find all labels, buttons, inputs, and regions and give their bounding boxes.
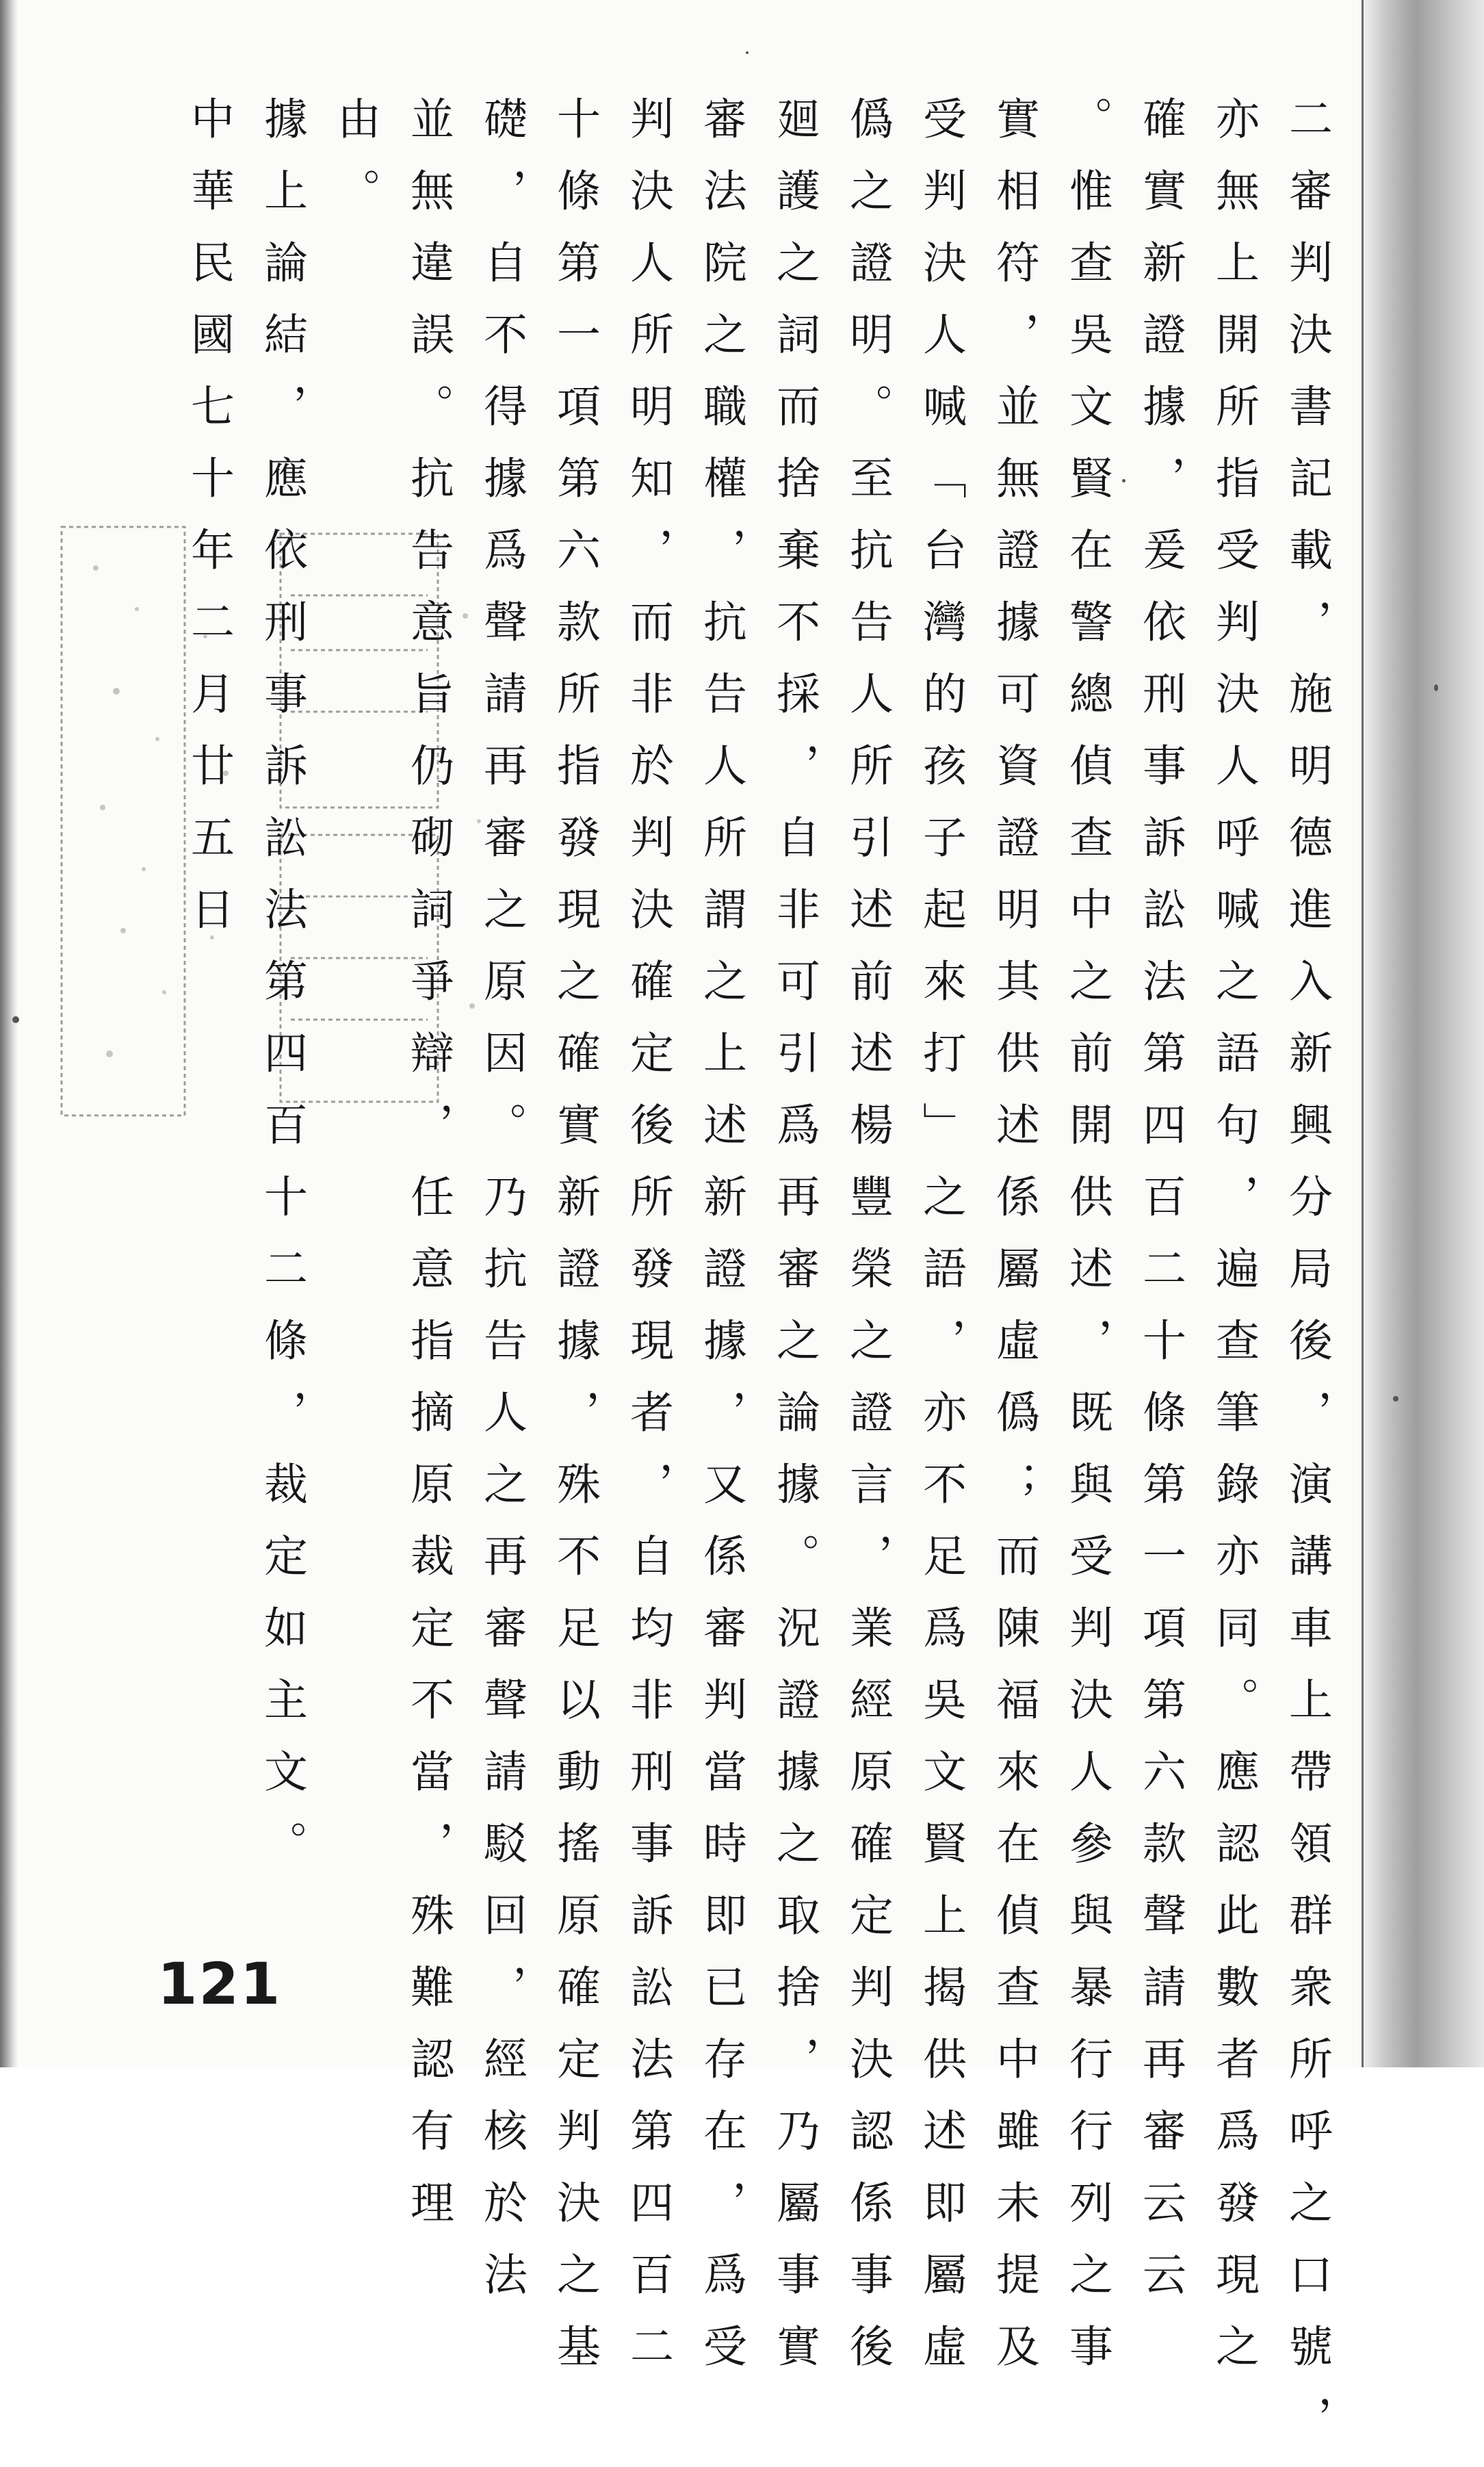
text-column-7: 僞之證明。至抗告人所引述前述楊豐榮之證言，業經原確定判決認係事後 (842, 96, 893, 2395)
text-column-13: 並無違誤。抗告意旨仍砌詞爭辯，任意指摘原裁定不當，殊難認有理 (403, 96, 454, 2251)
text-column-4: 。惟查吳文賢在警總偵查中之前開供述，既與受判決人參與暴行行列之事 (1062, 96, 1112, 2395)
text-column-11: 十條第一項第六款所指發現之確實新證據，殊不足以動搖原確定判決之基 (549, 96, 600, 2395)
scan-speck (1434, 684, 1438, 691)
text-column-2: 亦無上開所指受判決人呼喊之語句，遍查筆錄亦同。應認此數者爲發現之 (1208, 96, 1259, 2395)
scan-speck (746, 51, 748, 54)
scan-speck (1393, 1396, 1398, 1402)
text-column-14: 由。 (330, 96, 380, 240)
text-column-10: 判決人所明知，而非於判決確定後所發現者，自均非刑事訴訟法第四百二 (623, 96, 673, 2395)
text-column-6: 受判決人喊「台灣的孩子起來打」之語，亦不足爲吳文賢上揭供述即屬虛 (915, 96, 966, 2395)
scan-speck (12, 1016, 19, 1023)
text-column-9: 審法院之職權，抗告人所謂之上述新證據，又係審判當時即已存在，爲受 (696, 96, 746, 2395)
scan-speck (1122, 479, 1125, 482)
text-column-12: 礎，自不得據爲聲請再審之原因。乃抗告人之再審聲請駁回，經核於法 (476, 96, 527, 2323)
text-column-8: 廻護之詞而捨棄不採，自非可引爲再審之論據。況證據之取捨，乃屬事實 (769, 96, 820, 2395)
page-number: 121 (157, 1950, 282, 2017)
binding-shadow (0, 0, 18, 2067)
page-edge-line (1362, 0, 1364, 2067)
text-column-3: 確實新證據，爰依刑事訴訟法第四百二十條第一項第六款聲請再審云云 (1135, 96, 1186, 2323)
text-column-5: 實相符，並無證據可資證明其供述係屬虛僞；而陳福來在偵查中雖未提及 (989, 96, 1039, 2395)
text-column-15: 據上論結，應依刑事訴訟法第四百十二條，裁定如主文。 (257, 96, 307, 1892)
text-column-date: 中華民國七十年二月廿五日 (183, 96, 234, 958)
page-edge-shadow (1362, 0, 1484, 2067)
text-column-1: 二審判決書記載，施明德進入新興分局後，演講車上帶領群衆所呼之口號， (1281, 96, 1332, 2467)
